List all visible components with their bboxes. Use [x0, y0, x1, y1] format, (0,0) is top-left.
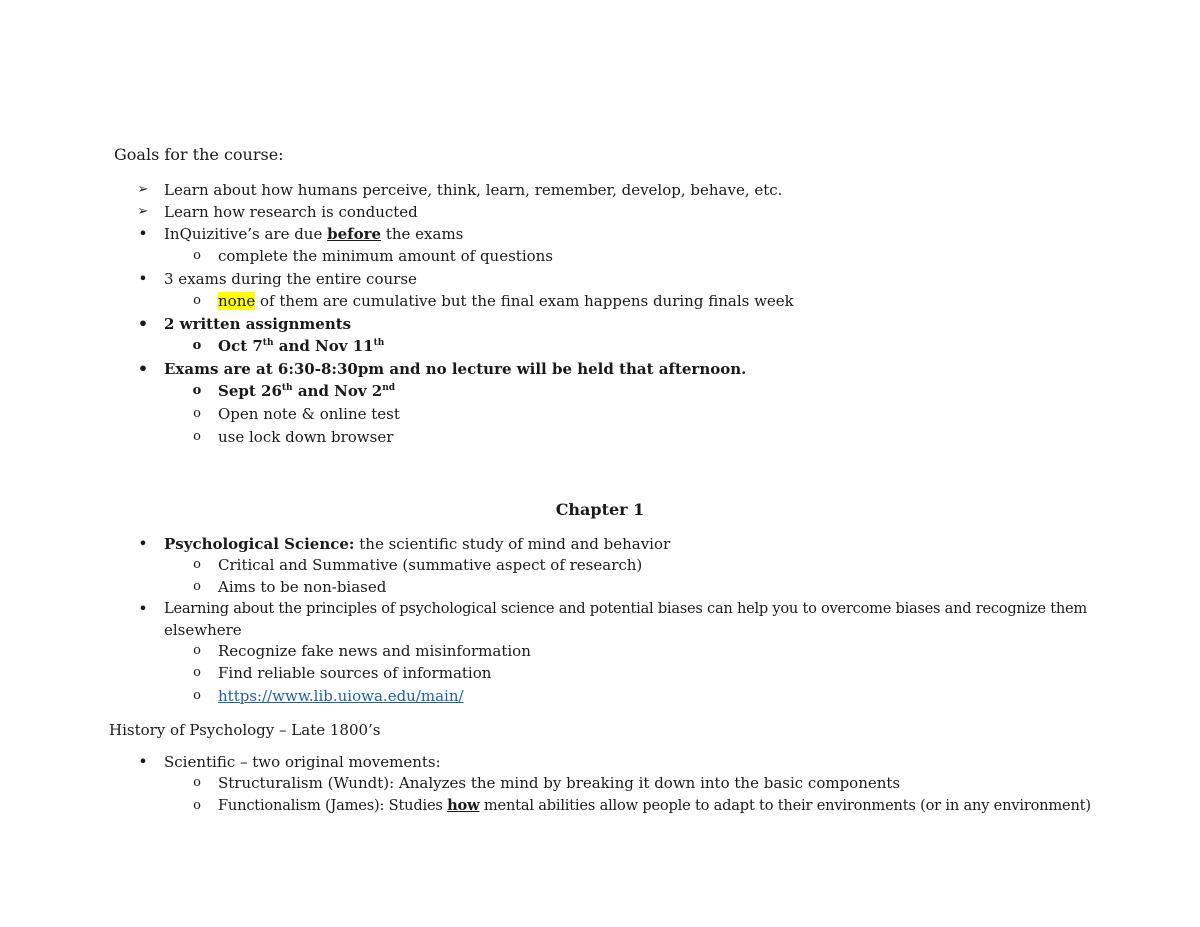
- ordinal-suffix: nd: [382, 383, 396, 393]
- goal-item-6-sub-3: use lock down browser: [218, 428, 394, 446]
- goals-heading: Goals for the course:: [114, 145, 284, 164]
- functionalism-post: mental abilities allow people to adapt to their environments (or in any environment): [479, 797, 1091, 814]
- highlight-none: none: [218, 292, 256, 310]
- circle-bullet-icon: o: [193, 429, 201, 444]
- library-link[interactable]: https://www.lib.uiowa.edu/main/: [218, 687, 464, 705]
- goal-item-3-post: the exams: [381, 225, 464, 243]
- functionalism-pre: Functionalism (James): Studies: [218, 797, 448, 814]
- circle-bullet-icon: o: [193, 775, 201, 790]
- history-item-1-sub-2: [218, 796, 1091, 816]
- bullet-icon: •: [138, 752, 148, 771]
- chapter-item-2-line-2: elsewhere: [164, 621, 242, 639]
- circle-bullet-icon: o: [193, 557, 201, 572]
- history-heading: History of Psychology – Late 1800’s: [109, 721, 381, 739]
- goal-item-6-sub-1: [218, 381, 395, 401]
- chapter-item-2-line-1: Learning about the principles of psychological science and potential biases can help you to overcome biases and recognize them: [164, 600, 1087, 617]
- goal-item-4-sub-1-rest: of them are cumulative but the final exam happens during finals week: [255, 292, 794, 310]
- circle-bullet-icon: o: [192, 383, 202, 398]
- bullet-icon: •: [137, 359, 149, 378]
- goal-item-3-emphasis: before: [327, 225, 382, 243]
- goal-item-5-sub-1: [218, 336, 384, 356]
- goal-item-6: Exams are at 6:30-8:30pm and no lecture will be held that afternoon.: [164, 360, 747, 378]
- bullet-icon: •: [138, 224, 148, 243]
- bullet-icon: •: [138, 599, 148, 618]
- goal-item-5: 2 written assignments: [164, 315, 352, 333]
- circle-bullet-icon: o: [193, 798, 201, 813]
- circle-bullet-icon: o: [193, 293, 201, 308]
- term-psychological-science: Psychological Science:: [164, 535, 355, 553]
- chapter-item-2-sub-3: [218, 686, 464, 706]
- chapter-item-1-sub-1: Critical and Summative (summative aspect of research): [218, 556, 643, 574]
- goal-item-3-sub-1: complete the minimum amount of questions: [218, 247, 554, 265]
- goal-item-4: 3 exams during the entire course: [164, 270, 417, 288]
- goal-item-4-sub-1: [218, 291, 794, 311]
- goal-item-1: Learn about how humans perceive, think, learn, remember, develop, behave, etc.: [164, 181, 783, 199]
- circle-bullet-icon: o: [193, 665, 201, 680]
- circle-bullet-icon: o: [193, 643, 201, 658]
- chapter-title: Chapter 1: [555, 500, 645, 519]
- circle-bullet-icon: o: [192, 338, 202, 353]
- bullet-icon: •: [138, 269, 148, 288]
- ordinal-suffix: th: [373, 338, 385, 348]
- history-item-1-sub-1: Structuralism (Wundt): Analyzes the mind by breaking it down into the basic components: [218, 774, 901, 792]
- bullet-icon: •: [137, 314, 149, 333]
- chapter-item-2-sub-1: Recognize fake news and misinformation: [218, 642, 531, 660]
- circle-bullet-icon: o: [193, 406, 201, 421]
- goal-item-3-pre: InQuizitive’s are due: [164, 225, 328, 243]
- goal-item-6-sub-2: Open note & online test: [218, 405, 400, 423]
- arrow-bullet-icon: ➢: [137, 182, 149, 197]
- circle-bullet-icon: o: [193, 579, 201, 594]
- emphasis-how: how: [447, 797, 480, 814]
- history-item-1: Scientific – two original movements:: [164, 753, 441, 771]
- goal-item-2: Learn how research is conducted: [164, 203, 418, 221]
- arrow-bullet-icon: ➢: [137, 204, 149, 219]
- chapter-item-1: [164, 534, 670, 554]
- chapter-item-2-sub-2: Find reliable sources of information: [218, 664, 492, 682]
- date-text: and Nov 2: [292, 382, 383, 400]
- circle-bullet-icon: o: [193, 688, 201, 703]
- goal-item-3: [164, 224, 463, 244]
- date-text: Sept 26: [218, 382, 282, 400]
- date-text: Oct 7: [218, 337, 263, 355]
- ordinal-suffix: th: [281, 383, 293, 393]
- chapter-item-1-sub-2: Aims to be non-biased: [218, 578, 387, 596]
- circle-bullet-icon: o: [193, 248, 201, 263]
- ordinal-suffix: th: [262, 338, 274, 348]
- date-text: and Nov 11: [273, 337, 374, 355]
- term-definition: the scientific study of mind and behavior: [354, 535, 671, 553]
- bullet-icon: •: [138, 534, 148, 553]
